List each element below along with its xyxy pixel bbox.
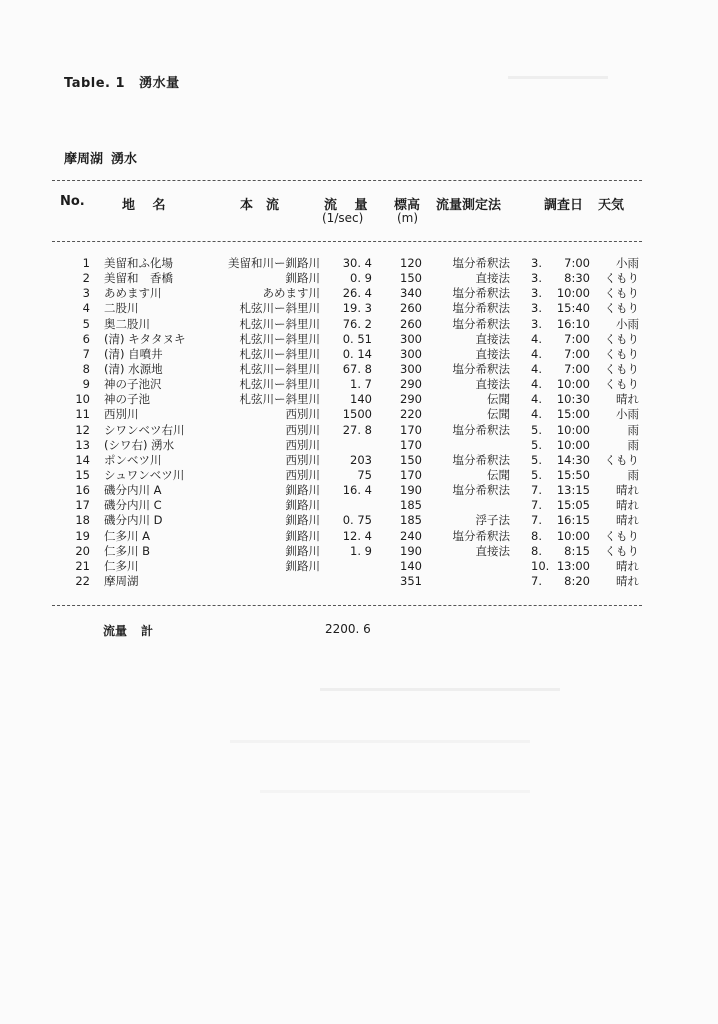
row-main-river: 美留和川ー釧路川 (228, 256, 320, 270)
row-weather: くもり (604, 377, 639, 392)
row-method: 伝聞 (487, 407, 510, 422)
row-no: 3 (82, 286, 90, 301)
table-row (0, 498, 718, 513)
row-main-river: 釧路川 (285, 483, 320, 498)
row-altitude: 150 (400, 452, 422, 467)
row-time: 15:40 (556, 301, 590, 316)
row-weather: くもり (604, 543, 639, 558)
row-flow: 0. 9 (350, 271, 372, 286)
table-row (0, 423, 718, 438)
bleed-through-mark (230, 740, 530, 743)
table-row (0, 574, 718, 589)
row-method: 浮子法 (475, 513, 510, 528)
row-altitude: 120 (400, 256, 422, 270)
row-method: 伝聞 (487, 392, 510, 407)
row-time: 8:15 (564, 543, 590, 558)
row-no: 15 (75, 467, 90, 482)
row-date: 7. (531, 498, 542, 513)
header-flow: 流 量 (324, 198, 368, 213)
row-flow: 76. 2 (342, 316, 372, 331)
row-main-river: 釧路川 (285, 271, 320, 286)
row-date: 8. (531, 528, 542, 543)
row-place-name: 奥二股川 (104, 316, 150, 331)
row-no: 2 (82, 271, 90, 286)
row-flow: 19. 3 (342, 301, 372, 316)
header-river: 本 流 (240, 198, 280, 213)
row-time: 16:10 (556, 316, 590, 331)
bottom-divider (52, 605, 642, 606)
row-flow: 203 (350, 452, 372, 467)
row-date: 4. (531, 392, 542, 407)
row-place-name: 西別川 (104, 407, 139, 422)
row-date: 7. (531, 513, 542, 528)
page-title (64, 72, 180, 91)
row-place-name: 仁多川 A (104, 528, 151, 543)
total-value: 2200. 6 (325, 622, 371, 636)
row-time: 8:20 (564, 573, 590, 588)
row-flow: 27. 8 (342, 422, 372, 437)
row-main-river: あめます川 (262, 286, 320, 301)
row-altitude: 290 (400, 377, 422, 392)
row-time: 10:00 (556, 528, 590, 543)
header-place: 地 名 (122, 198, 166, 213)
row-weather: 晴れ (616, 498, 639, 513)
section-title (64, 148, 137, 167)
row-time: 15:00 (556, 407, 590, 422)
row-altitude: 290 (400, 392, 422, 407)
row-no: 4 (82, 301, 90, 316)
table-row (0, 513, 718, 528)
row-main-river: 西別川 (285, 407, 320, 422)
row-weather: くもり (604, 331, 639, 346)
row-no: 19 (75, 528, 90, 543)
row-no: 22 (75, 573, 90, 588)
table-row (0, 347, 718, 362)
row-main-river: 札弦川ー斜里川 (239, 346, 320, 361)
row-altitude: 220 (400, 407, 422, 422)
row-no: 10 (75, 392, 90, 407)
row-weather: くもり (604, 346, 639, 361)
row-weather: くもり (604, 452, 639, 467)
row-place-name: 美留和 香橋 (104, 271, 173, 286)
row-date: 3. (531, 316, 542, 331)
row-date: 5. (531, 437, 542, 452)
table-row (0, 483, 718, 498)
row-method: 直接法 (475, 377, 510, 392)
row-altitude: 260 (400, 316, 422, 331)
row-place-name: (清) 自噴井 (104, 346, 163, 361)
table-label: Table. 1 (64, 76, 126, 91)
row-method: 塩分希釈法 (452, 256, 510, 270)
row-no: 18 (75, 513, 90, 528)
row-weather: くもり (604, 301, 639, 316)
row-time: 16:15 (556, 513, 590, 528)
top-divider (52, 180, 642, 181)
row-weather: 晴れ (616, 513, 639, 528)
row-weather: 雨 (627, 437, 639, 452)
row-flow: 12. 4 (342, 528, 372, 543)
header-weather: 天気 (598, 198, 625, 213)
header-divider (52, 241, 642, 242)
row-date: 3. (531, 271, 542, 286)
row-date: 4. (531, 346, 542, 361)
row-flow: 67. 8 (342, 361, 372, 376)
table-row (0, 529, 718, 544)
row-altitude: 170 (400, 437, 422, 452)
row-main-river: 釧路川 (285, 528, 320, 543)
header-flow-unit: (1/sec) (322, 211, 364, 225)
total-label-sum: 計 (141, 624, 154, 638)
total-label (103, 622, 153, 639)
row-date: 7. (531, 483, 542, 498)
row-main-river: 札弦川ー斜里川 (239, 331, 320, 346)
row-weather: 晴れ (616, 483, 639, 498)
row-no: 17 (75, 498, 90, 513)
row-altitude: 300 (400, 346, 422, 361)
row-weather: くもり (604, 361, 639, 376)
row-main-river: 釧路川 (285, 543, 320, 558)
table-row (0, 256, 718, 271)
row-method: 塩分希釈法 (452, 483, 510, 498)
row-date: 4. (531, 377, 542, 392)
row-altitude: 185 (400, 498, 422, 513)
row-time: 14:30 (556, 452, 590, 467)
row-flow: 1500 (342, 407, 372, 422)
row-altitude: 170 (400, 467, 422, 482)
row-flow: 0. 51 (342, 331, 372, 346)
table-row (0, 407, 718, 422)
table-row (0, 453, 718, 468)
row-place-name: 美留和ふ化場 (104, 256, 173, 270)
header-altitude-unit: (m) (397, 211, 419, 225)
row-place-name: 磯分内川 A (104, 483, 162, 498)
row-place-name: 磯分内川 C (104, 498, 162, 513)
row-place-name: 二股川 (104, 301, 139, 316)
row-place-name: 神の子池沢 (104, 377, 162, 392)
row-flow: 0. 75 (342, 513, 372, 528)
row-time: 7:00 (564, 361, 590, 376)
row-main-river: 西別川 (285, 467, 320, 482)
row-altitude: 190 (400, 483, 422, 498)
row-place-name: 神の子池 (104, 392, 150, 407)
row-weather: 雨 (627, 422, 639, 437)
row-weather: くもり (604, 528, 639, 543)
row-time: 8:30 (564, 271, 590, 286)
row-place-name: あめます川 (104, 286, 162, 301)
row-altitude: 300 (400, 361, 422, 376)
row-no: 9 (82, 377, 90, 392)
row-date: 3. (531, 256, 542, 270)
header-method: 流量測定法 (436, 198, 502, 213)
table-row (0, 438, 718, 453)
row-main-river: 西別川 (285, 437, 320, 452)
table-row (0, 271, 718, 286)
row-no: 7 (82, 346, 90, 361)
row-time: 10:00 (556, 286, 590, 301)
row-time: 7:00 (564, 256, 590, 270)
table-row (0, 468, 718, 483)
row-method: 塩分希釈法 (452, 301, 510, 316)
row-time: 15:05 (556, 498, 590, 513)
row-place-name: (清) キタタヌキ (104, 331, 186, 346)
row-main-river: 札弦川ー斜里川 (239, 301, 320, 316)
row-altitude: 351 (400, 573, 422, 588)
row-flow: 140 (350, 392, 372, 407)
row-date: 5. (531, 452, 542, 467)
row-place-name: ポンベツ川 (104, 452, 162, 467)
table-body (0, 256, 718, 589)
row-no: 12 (75, 422, 90, 437)
row-date: 7. (531, 573, 542, 588)
row-weather: 晴れ (616, 392, 639, 407)
row-flow: 1. 7 (350, 377, 372, 392)
row-no: 6 (82, 331, 90, 346)
row-place-name: 摩周湖 (104, 573, 139, 588)
row-date: 5. (531, 422, 542, 437)
row-altitude: 185 (400, 513, 422, 528)
row-method: 塩分希釈法 (452, 528, 510, 543)
row-weather: 晴れ (616, 558, 639, 573)
table-row (0, 544, 718, 559)
total-label-flow: 流量 (103, 624, 128, 638)
row-method: 塩分希釈法 (452, 286, 510, 301)
row-date: 3. (531, 301, 542, 316)
row-main-river: 札弦川ー斜里川 (239, 392, 320, 407)
row-main-river: 札弦川ー斜里川 (239, 316, 320, 331)
row-weather: 晴れ (616, 573, 639, 588)
table-row (0, 392, 718, 407)
row-altitude: 190 (400, 543, 422, 558)
row-place-name: シュワンベツ川 (104, 467, 185, 482)
row-time: 15:50 (556, 467, 590, 482)
row-no: 16 (75, 483, 90, 498)
table-row (0, 332, 718, 347)
row-flow: 16. 4 (342, 483, 372, 498)
row-method: 塩分希釈法 (452, 452, 510, 467)
section-subject: 湧水 (111, 152, 138, 167)
row-altitude: 150 (400, 271, 422, 286)
row-altitude: 340 (400, 286, 422, 301)
row-weather: 雨 (627, 467, 639, 482)
row-weather: くもり (604, 271, 639, 286)
row-altitude: 300 (400, 331, 422, 346)
row-main-river: 西別川 (285, 452, 320, 467)
row-time: 10:00 (556, 377, 590, 392)
row-method: 塩分希釈法 (452, 316, 510, 331)
row-flow: 26. 4 (342, 286, 372, 301)
row-main-river: 札弦川ー斜里川 (239, 377, 320, 392)
row-weather: 小雨 (616, 407, 639, 422)
header-no: No. (60, 194, 85, 209)
section-place: 摩周湖 (64, 152, 104, 167)
row-method: 直接法 (475, 331, 510, 346)
row-method: 伝聞 (487, 467, 510, 482)
row-no: 20 (75, 543, 90, 558)
row-main-river: 西別川 (285, 422, 320, 437)
row-main-river: 札弦川ー斜里川 (239, 361, 320, 376)
row-time: 13:00 (556, 558, 590, 573)
table-row (0, 559, 718, 574)
row-date: 4. (531, 407, 542, 422)
row-date: 4. (531, 331, 542, 346)
row-place-name: 仁多川 (104, 558, 139, 573)
row-no: 14 (75, 452, 90, 467)
table-row (0, 301, 718, 316)
row-no: 21 (75, 558, 90, 573)
row-method: 塩分希釈法 (452, 422, 510, 437)
row-method: 直接法 (475, 271, 510, 286)
row-main-river: 釧路川 (285, 558, 320, 573)
row-flow: 1. 9 (350, 543, 372, 558)
row-no: 13 (75, 437, 90, 452)
row-no: 8 (82, 361, 90, 376)
row-place-name: 磯分内川 D (104, 513, 163, 528)
table-row (0, 286, 718, 301)
row-date: 8. (531, 543, 542, 558)
bleed-through-mark (508, 76, 608, 79)
row-place-name: (清) 水源地 (104, 361, 163, 376)
row-flow: 30. 4 (342, 256, 372, 270)
row-main-river: 釧路川 (285, 513, 320, 528)
row-date: 4. (531, 361, 542, 376)
row-no: 1 (82, 256, 90, 270)
header-altitude: 標高 (394, 198, 421, 213)
row-altitude: 260 (400, 301, 422, 316)
row-weather: 小雨 (616, 316, 639, 331)
row-altitude: 140 (400, 558, 422, 573)
row-method: 直接法 (475, 543, 510, 558)
row-date: 10. (531, 558, 550, 573)
row-altitude: 170 (400, 422, 422, 437)
row-method: 直接法 (475, 346, 510, 361)
row-date: 5. (531, 467, 542, 482)
bleed-through-mark (260, 790, 530, 793)
row-time: 10:00 (556, 437, 590, 452)
row-time: 10:30 (556, 392, 590, 407)
row-method: 塩分希釈法 (452, 361, 510, 376)
row-time: 7:00 (564, 346, 590, 361)
table-row (0, 377, 718, 392)
row-place-name: シワンベツ右川 (104, 422, 185, 437)
row-place-name: 仁多川 B (104, 543, 151, 558)
row-place-name: (シワ右) 湧水 (104, 437, 175, 452)
row-time: 10:00 (556, 422, 590, 437)
table-row (0, 362, 718, 377)
row-flow: 75 (357, 467, 372, 482)
row-time: 7:00 (564, 331, 590, 346)
row-main-river: 釧路川 (285, 498, 320, 513)
row-time: 13:15 (556, 483, 590, 498)
header-date: 調査日 (544, 198, 584, 213)
row-no: 5 (82, 316, 90, 331)
table-row (0, 317, 718, 332)
row-flow: 0. 14 (342, 346, 372, 361)
bleed-through-mark (320, 688, 560, 691)
row-date: 3. (531, 286, 542, 301)
row-altitude: 240 (400, 528, 422, 543)
table-title: 湧水量 (139, 76, 180, 91)
row-weather: 小雨 (616, 256, 639, 270)
row-weather: くもり (604, 286, 639, 301)
row-no: 11 (75, 407, 90, 422)
